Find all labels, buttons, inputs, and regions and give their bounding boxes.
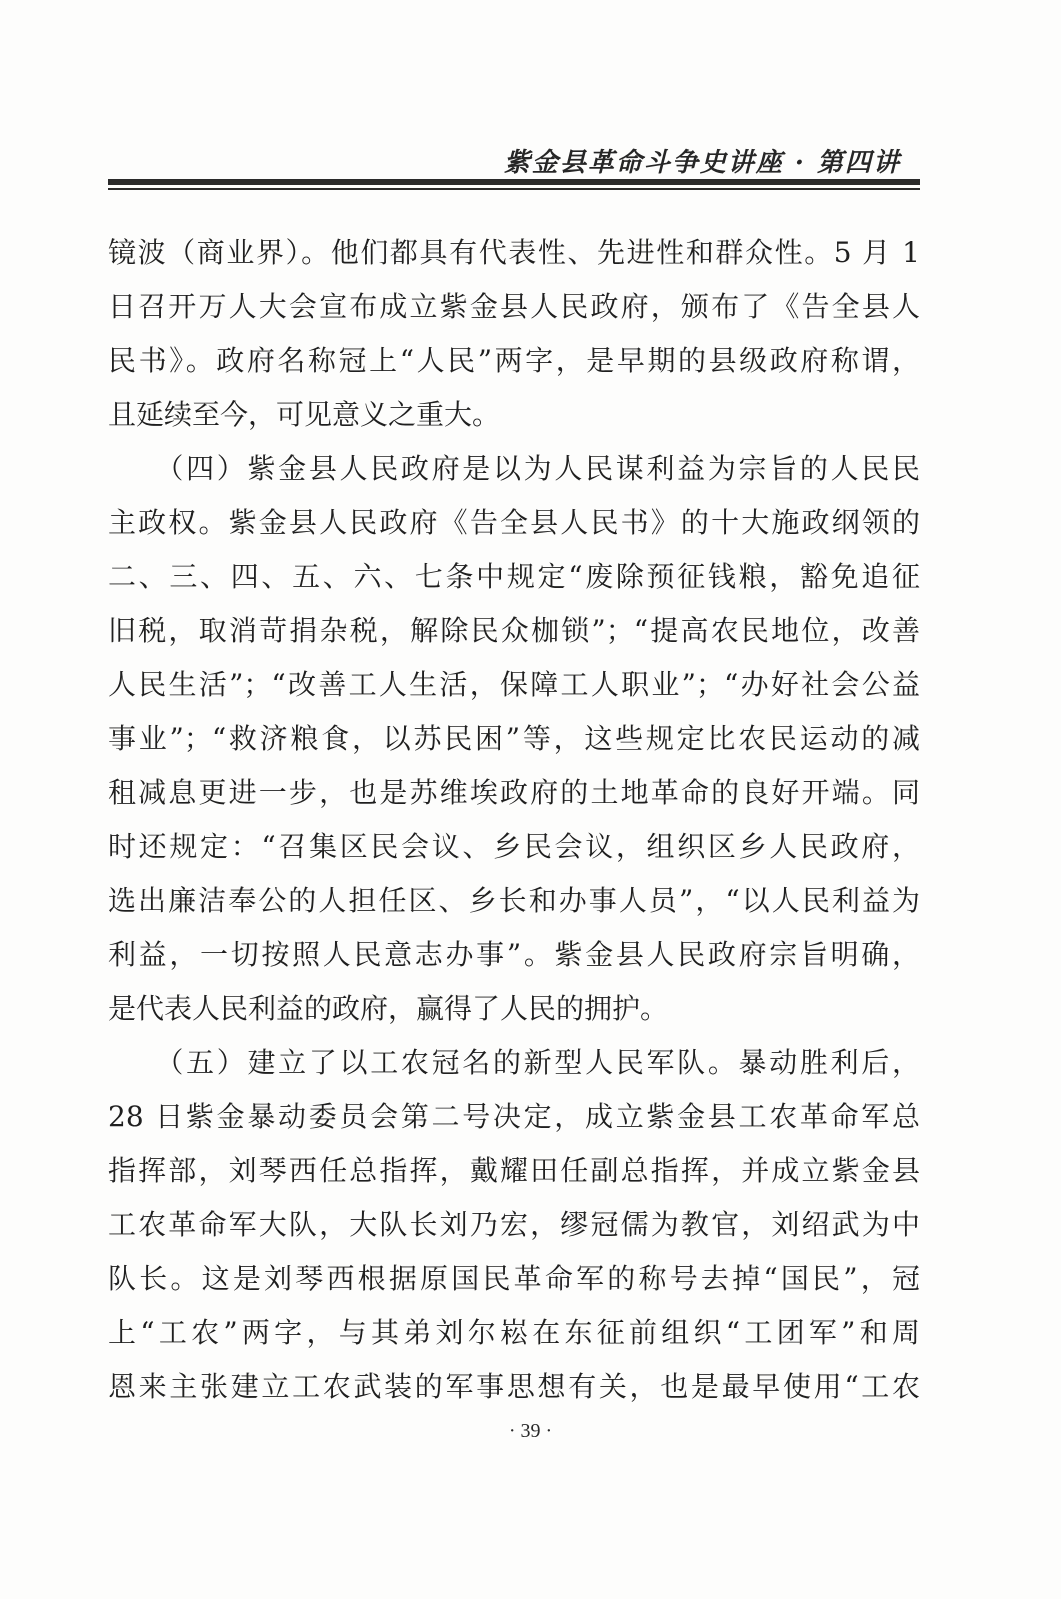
text-line: 利益，一切按照人民意志办事”。紫金县人民政府宗旨明确， (108, 938, 920, 971)
text-line: 选出廉洁奉公的人担任区、乡长和办事人员”，“以人民利益为 (108, 884, 920, 917)
header-rule-thick (108, 179, 920, 185)
text-line: （五）建立了以工农冠名的新型人民军队。暴动胜利后， (108, 1046, 920, 1079)
text-line: 且延续至今，可见意义之重大。 (108, 398, 501, 431)
text-line: 28 日紫金暴动委员会第二号决定，成立紫金县工农革命军总 (108, 1100, 920, 1133)
text-line: 镜波（商业界）。他们都具有代表性、先进性和群众性。5 月 1 (108, 236, 920, 269)
text-line: 人民生活”；“改善工人生活，保障工人职业”；“办好社会公益 (108, 668, 920, 701)
running-header: 紫金县革命斗争史讲座 · 第四讲 (503, 148, 901, 178)
header-rule-thin (108, 188, 920, 190)
text-line: 日召开万人大会宣布成立紫金县人民政府，颁布了《告全县人 (108, 290, 920, 323)
text-line: 旧税，取消苛捐杂税，解除民众枷锁”；“提高农民地位，改善 (108, 614, 920, 647)
text-line: （四）紫金县人民政府是以为人民谋利益为宗旨的人民民 (108, 452, 920, 485)
text-line: 租减息更进一步，也是苏维埃政府的土地革命的良好开端。同 (108, 776, 920, 809)
text-line: 民书》。政府名称冠上“人民”两字，是早期的县级政府称谓， (108, 344, 920, 377)
text-line: 恩来主张建立工农武装的军事思想有关，也是最早使用“工农 (108, 1370, 920, 1403)
text-line: 时还规定：“召集区民会议、乡民会议，组织区乡人民政府， (108, 830, 920, 863)
body-text (108, 226, 920, 1414)
text-line: 工农革命军大队，大队长刘乃宏，缪冠儒为教官，刘绍武为中 (108, 1208, 920, 1241)
text-line: 是代表人民利益的政府，赢得了人民的拥护。 (108, 992, 669, 1025)
page-number: · 39 · (508, 1420, 553, 1442)
text-line: 上“工农”两字，与其弟刘尔崧在东征前组织“工团军”和周 (108, 1316, 920, 1349)
text-line: 指挥部，刘琴西任总指挥，戴耀田任副总指挥，并成立紫金县 (108, 1154, 920, 1187)
text-line: 二、三、四、五、六、七条中规定“废除预征钱粮，豁免追征 (108, 560, 920, 593)
text-line: 主政权。紫金县人民政府《告全县人民书》的十大施政纲领的 (108, 506, 920, 539)
text-line: 队长。这是刘琴西根据原国民革命军的称号去掉“国民”，冠 (108, 1262, 920, 1295)
text-line: 事业”；“救济粮食，以苏民困”等，这些规定比农民运动的减 (108, 722, 920, 755)
